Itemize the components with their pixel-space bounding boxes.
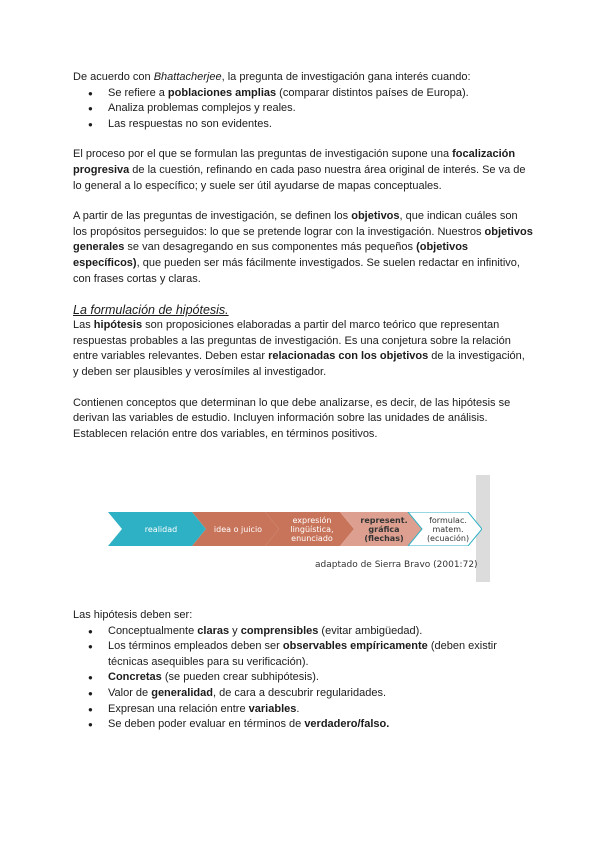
intro-paragraph xyxy=(73,70,533,86)
requirements-intro: Las hipótesis deben ser: xyxy=(73,609,193,621)
list-item: ● Los términos empleados deben ser observables empíricamente (deben existir técnicas asequibles para su verificación). xyxy=(73,639,533,670)
section-heading: La formulación de hipótesis. xyxy=(73,303,229,318)
criteria-list xyxy=(73,86,533,133)
list-item: ● Valor de generalidad, de cara a descubrir regularidades. xyxy=(73,686,533,702)
step-label: idea o juicio xyxy=(213,524,263,534)
text: , la pregunta de investigación gana interés cuando: xyxy=(221,71,471,83)
list-item: ● Se deben poder evaluar en términos de verdadero/falso. xyxy=(73,717,533,733)
figure-caption: adaptado de Sierra Bravo (2001:72) xyxy=(315,560,478,570)
flow-chevrons xyxy=(108,512,482,546)
hypothesis-flow-diagram xyxy=(103,455,490,582)
step-label: expresión lingüística, enunciado xyxy=(290,515,334,543)
hypothesis-paragraph: Las hipótesis son proposiciones elaboradas a partir del marco teórico que representan respuestas probables a las preguntas de investigación. Es una conjetura sobre la relación entre variables relevantes. Deben estar relacionadas con los objetivos de la investigación, y deben ser plausibles y verosímiles al investigador. xyxy=(73,319,525,378)
focalization-paragraph: El proceso por el que se formulan las preguntas de investigación supone una focalización progresiva de la cuestión, refinando en cada paso nuestra área original de interés. Se va de lo general a lo específico; y suele ser útil ayudarse de mapas conceptuales. xyxy=(73,148,526,192)
document-body xyxy=(73,70,533,442)
step-label: formulac. matem. (ecuación) xyxy=(426,515,470,543)
concepts-paragraph: Contienen conceptos que determinan lo que debe analizarse, es decir, de las hipótesis se derivan las variables de estudio. Incluyen información sobre las unidades de análisis. Establecen relación entre dos variables, en términos positivos. xyxy=(73,396,511,440)
list-item: ● Se refiere a poblaciones amplias (comparar distintos países de Europa). xyxy=(73,86,533,102)
objectives-paragraph: A partir de las preguntas de investigación, se definen los objetivos, que indican cuáles son los propósitos perseguidos: lo que se pretende lograr con la investigación. Nuestros objetivos generales se van desagregando en sus componentes más pequeños (objetivos específicos), que pueden ser más fácilmente investigados. Se suelen redactar en infinitivo, con frases cortas y claras. xyxy=(73,210,533,285)
author-name: Bhattacherjee xyxy=(153,71,222,83)
list-item: ● Las respuestas no son evidentes. xyxy=(73,117,533,133)
list-item: ● Conceptualmente claras y comprensibles (evitar ambigüedad). xyxy=(73,624,533,640)
step-label: realidad xyxy=(144,524,178,534)
document-body-lower xyxy=(73,608,533,733)
step-label: represent. gráfica (flechas) xyxy=(360,515,408,543)
list-item: ● Expresan una relación entre variables. xyxy=(73,702,533,718)
list-item: ● Analiza problemas complejos y reales. xyxy=(73,101,533,117)
requirements-list xyxy=(73,624,533,733)
text: De acuerdo con xyxy=(73,71,154,83)
list-item: ● Concretas (se pueden crear subhipótesis). xyxy=(73,670,533,686)
